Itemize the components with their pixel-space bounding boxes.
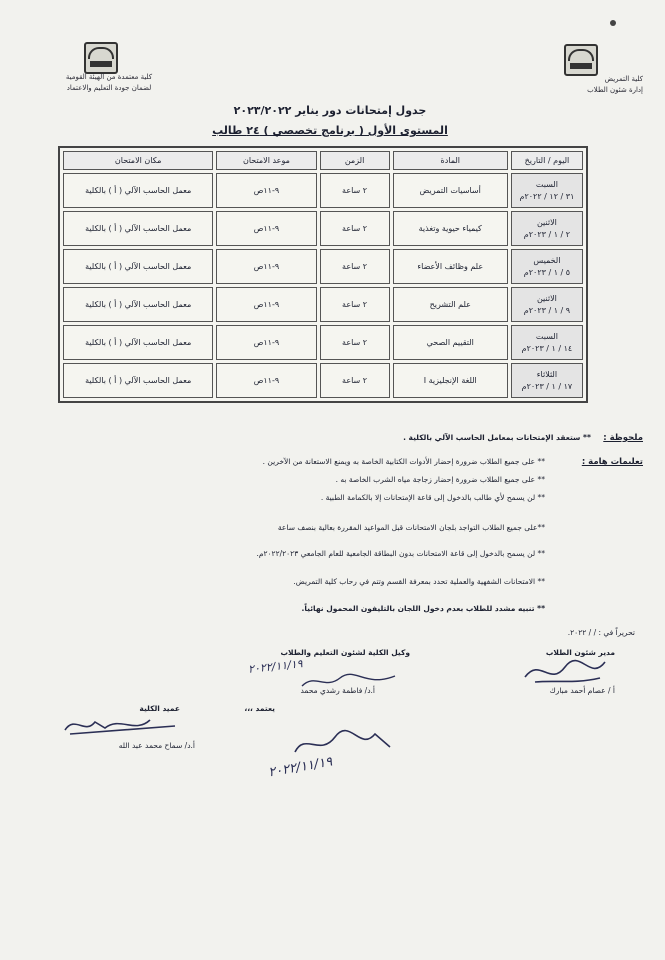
place-cell: معمل الحاسب الآلي ( أ ) بالكلية	[63, 363, 213, 398]
place-cell: معمل الحاسب الآلي ( أ ) بالكلية	[63, 211, 213, 246]
accreditation-logo	[84, 42, 118, 74]
time-cell: ٩-١١ص	[216, 173, 316, 208]
right-organization	[513, 74, 643, 96]
handwritten-date: ٢٠٢٢/١١/١٩	[267, 754, 334, 781]
table-row	[63, 287, 583, 322]
duration-cell: ٢ ساعة	[320, 249, 390, 284]
time-cell: ٩-١١ص	[216, 249, 316, 284]
exam-date: ٢ / ١ / ٢٠٢٣م	[523, 229, 571, 239]
duration-cell: ٢ ساعة	[320, 325, 390, 360]
dean-name: أ.د/ سماح محمد عبد الله	[118, 741, 195, 750]
header-place: مكان الامتحان	[63, 151, 213, 170]
table-header-row	[63, 151, 583, 170]
page-title: جدول إمتحانات دور يناير ٢٠٢٣/٢٠٢٢	[233, 104, 427, 117]
place-cell: معمل الحاسب الآلي ( أ ) بالكلية	[63, 249, 213, 284]
table-row	[63, 363, 583, 398]
issue-date: تحريراً في : / / ٢٠٢٢.	[567, 628, 635, 637]
day-date-cell	[511, 211, 583, 246]
director-title: مدير شئون الطلاب	[545, 648, 615, 657]
director-name: أ / عصام أحمد مبارك	[549, 686, 615, 695]
header-duration: الزمن	[320, 151, 390, 170]
exam-schedule-table	[58, 146, 588, 403]
note-label: ملحوظة :	[603, 433, 643, 443]
instruction-item: ** على جميع الطلاب ضرورة إحضار الأدوات الكتابية الخاصة به ويمنع الاستعانة من الآخرين .	[262, 457, 545, 466]
exam-date: ٣١ / ١٢ / ٢٠٢٢م	[519, 191, 575, 201]
time-cell: ٩-١١ص	[216, 211, 316, 246]
faculty-name: كلية التمريض	[604, 75, 643, 83]
header-subject: المادة	[393, 151, 508, 170]
director-signature	[520, 652, 610, 692]
handwritten-date: ٢٠٢٢/١١/١٩	[247, 657, 304, 676]
page-subtitle: المستوى الأول ( برنامج تخصصي ) ٢٤ طالب	[212, 124, 448, 137]
day-name: الخميس	[533, 255, 561, 265]
handwritten-remark	[290, 722, 400, 762]
left-organization	[44, 72, 174, 94]
table-row	[63, 325, 583, 360]
instruction-item: ** لن يسمح لأي طالب بالدخول إلى قاعة الإمتحانات إلا بالكمامة الطبية .	[320, 493, 545, 502]
vice-dean-name: أ.د/ فاطمة رشدي محمد	[300, 686, 375, 695]
day-name: الثلاثاء	[536, 369, 558, 379]
dean-title: عميد الكلية	[139, 704, 180, 713]
exam-date: ١٧ / ١ / ٢٠٢٣م	[521, 381, 573, 391]
day-date-cell	[511, 249, 583, 284]
dean-signature	[60, 710, 180, 740]
nursing-faculty-logo	[564, 44, 598, 76]
subject-cell: كيمياء حيوية وتغذية	[393, 211, 508, 246]
accreditation-line-1: كلية معتمدة من الهيئة القومية	[65, 73, 153, 81]
subject-cell: أساسيات التمريض	[393, 173, 508, 208]
instruction-item: ** على جميع الطلاب ضرورة إحضار زجاجة مياه الشرب الخاصة به .	[335, 475, 545, 484]
subject-cell: اللغة الإنجليزية I	[393, 363, 508, 398]
day-date-cell	[511, 287, 583, 322]
day-date-cell	[511, 363, 583, 398]
note-text: ** ستعقد الإمتحانات بمعامل الحاسب الآلي بالكلية .	[403, 433, 591, 442]
header-day-date: اليوم / التاريخ	[511, 151, 583, 170]
day-name: الاثنين	[536, 217, 557, 227]
day-name: السبت	[535, 179, 558, 189]
vice-dean-title: وكيل الكلية لشئون التعليم والطلاب	[280, 648, 410, 657]
day-date-cell	[511, 173, 583, 208]
duration-cell: ٢ ساعة	[320, 173, 390, 208]
table-row	[63, 211, 583, 246]
subject-cell: علم وظائف الأعضاء	[393, 249, 508, 284]
instruction-item: **على جميع الطلاب التواجد بلجان الامتحانات قبل المواعيد المقررة بعالية بنصف ساعة	[277, 523, 545, 532]
accreditation-line-2: لضمان جودة التعليم والاعتماد	[66, 84, 152, 92]
subject-cell: علم التشريح	[393, 287, 508, 322]
day-name: السبت	[535, 331, 558, 341]
day-date-cell	[511, 325, 583, 360]
department-name: إدارة شئون الطلاب	[587, 86, 643, 94]
header-time: موعد الامتحان	[216, 151, 316, 170]
instruction-item: ** تنبيه مشدد للطلاب بعدم دخول اللجان بالتليفون المحمول نهائياً.	[301, 604, 545, 613]
duration-cell: ٢ ساعة	[320, 287, 390, 322]
day-name: الاثنين	[536, 293, 557, 303]
duration-cell: ٢ ساعة	[320, 211, 390, 246]
instruction-item: ** لن يسمح بالدخول إلى قاعة الامتحانات بدون البطاقة الجامعية للعام الجامعي ٢٠٢٢/٢٠٢٣م.	[256, 549, 545, 558]
exam-date: ١٤ / ١ / ٢٠٢٣م	[521, 343, 573, 353]
time-cell: ٩-١١ص	[216, 287, 316, 322]
instructions-label-text: تعليمات هامة :	[581, 457, 643, 467]
instruction-item: ** الامتحانات الشفهية والعملية تحدد بمعرفة القسم وتتم في رحاب كلية التمريض.	[293, 577, 545, 586]
note-block	[43, 432, 643, 444]
subject-cell: التقييم الصحي	[393, 325, 508, 360]
duration-cell: ٢ ساعة	[320, 363, 390, 398]
exam-date: ٥ / ١ / ٢٠٢٣م	[523, 267, 571, 277]
approval-text: يعتمد ،،،	[244, 704, 275, 713]
instructions-label	[563, 456, 643, 468]
vice-dean-signature	[300, 668, 400, 694]
time-cell: ٩-١١ص	[216, 325, 316, 360]
time-cell: ٩-١١ص	[216, 363, 316, 398]
place-cell: معمل الحاسب الآلي ( أ ) بالكلية	[63, 325, 213, 360]
table-row	[63, 173, 583, 208]
place-cell: معمل الحاسب الآلي ( أ ) بالكلية	[63, 173, 213, 208]
exam-date: ٩ / ١ / ٢٠٢٣م	[523, 305, 571, 315]
corner-mark	[610, 20, 616, 26]
table-row	[63, 249, 583, 284]
place-cell: معمل الحاسب الآلي ( أ ) بالكلية	[63, 287, 213, 322]
